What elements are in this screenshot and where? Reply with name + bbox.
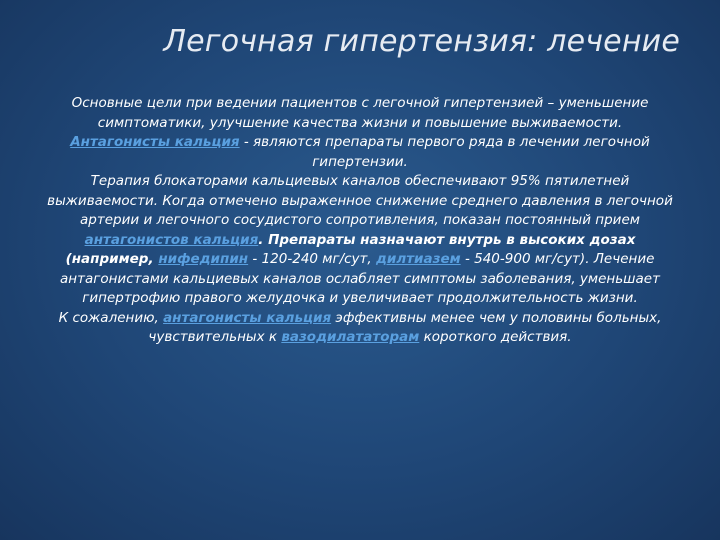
paragraph-first-line: [40, 133, 680, 172]
link-vasodilators[interactable]: вазодилататорам: [281, 329, 420, 345]
paragraph-therapy: [40, 172, 680, 309]
slide-title: Легочная гипертензия: лечение: [163, 24, 680, 59]
link-calcium-antagonists[interactable]: Антагонисты кальция: [70, 134, 240, 150]
limitations-text-b: эффективны менее чем у половины больных, чувствительных к: [148, 309, 662, 345]
link-diltiazem[interactable]: дилтиазем: [375, 251, 461, 267]
therapy-text-c: - 120-240 мг/сут,: [248, 251, 376, 267]
slide-body: [40, 94, 680, 348]
therapy-text-d: - 540-900 мг/сут). Лечение антагонистами кальциевых каналов ослабляет симптомы заболевания, уменьшает гипертрофию правого желудочка и увеличивает продолжительность жизни.: [60, 251, 660, 306]
paragraph-limitations: [40, 309, 680, 348]
link-calcium-antagonists-3[interactable]: антагонисты кальция: [163, 309, 332, 326]
link-nifedipine[interactable]: нифедипин: [158, 251, 249, 267]
paragraph-goals: Основные цели при ведении пациентов с легочной гипертензией – уменьшение симптоматики, улучшение качества жизни и повышение выживаемости.: [71, 95, 649, 131]
limitations-text-a: К сожалению,: [58, 309, 164, 326]
first-line-text: - являются препараты первого ряда в лечении легочной гипертензии.: [239, 134, 650, 170]
link-calcium-antagonists-2[interactable]: антагонистов кальция: [84, 231, 259, 248]
therapy-text-b: . Препараты назначают внутрь в высоких дозах (например,: [65, 231, 636, 267]
therapy-text-a: Терапия блокаторами кальциевых каналов обеспечивают 95% пятилетней выживаемости. Когда отмечено выраженное снижение среднего давления в легочной артерии и легочного сосудистого сопротивления, показан постоянный прием: [47, 173, 673, 228]
limitations-text-c: короткого действия.: [419, 329, 572, 345]
